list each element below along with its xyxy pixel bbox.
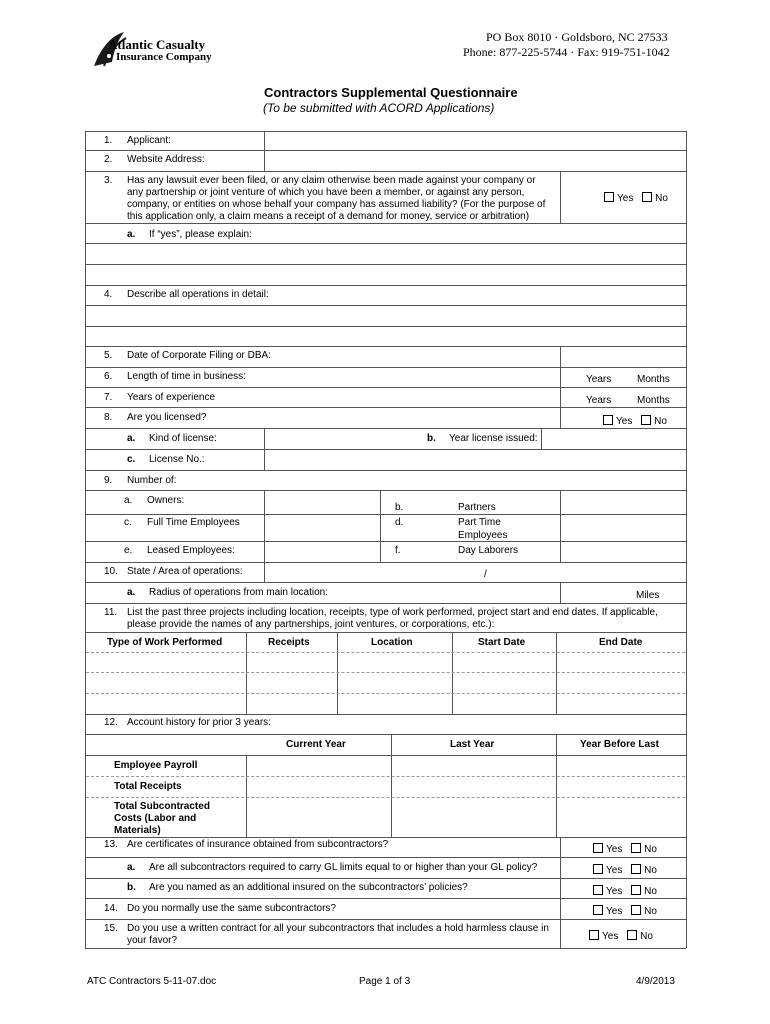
state-area-input[interactable] bbox=[265, 563, 685, 581]
projects-header-end: End Date bbox=[599, 637, 643, 648]
q6-label: Length of time in business: bbox=[127, 371, 246, 382]
projects-header-location: Location bbox=[371, 637, 413, 648]
company-logo bbox=[90, 28, 230, 68]
q13b-yes-no bbox=[593, 885, 657, 898]
q9a-label: Owners: bbox=[147, 495, 185, 506]
q10a-letter: a. bbox=[127, 587, 136, 598]
q9b-letter: b. bbox=[395, 502, 404, 513]
history-row-subcontracted-1: Total Subcontracted bbox=[114, 801, 210, 812]
q14-no-label: No bbox=[644, 906, 657, 917]
q11-text-1: List the past three projects including location, receipts, type of work performed, project start and end dates. If applicable, bbox=[127, 607, 658, 618]
q13b-no-checkbox[interactable] bbox=[631, 885, 641, 895]
q3a-label: If “yes”, please explain: bbox=[149, 229, 252, 240]
q6-months-label: Months bbox=[637, 374, 670, 385]
q10-label: State / Area of operations: bbox=[127, 566, 243, 577]
q14-label: Do you normally use the same subcontractors? bbox=[127, 903, 336, 914]
q8-yes-no bbox=[603, 415, 667, 428]
license-year-input[interactable] bbox=[542, 429, 685, 448]
footer-doc-name: ATC Contractors 5-11-07.doc bbox=[87, 976, 217, 987]
q13a-no-label: No bbox=[644, 865, 657, 876]
q14-number: 14. bbox=[104, 903, 118, 914]
history-row-payroll: Employee Payroll bbox=[114, 760, 198, 771]
q12-label: Account history for prior 3 years: bbox=[127, 717, 271, 728]
q13a-yes-checkbox[interactable] bbox=[593, 864, 603, 874]
q7-number: 7. bbox=[104, 392, 113, 403]
q10a-miles-label: Miles bbox=[636, 590, 660, 601]
q13b-letter: b. bbox=[127, 882, 136, 893]
q13-label: Are certificates of insurance obtained from subcontractors? bbox=[127, 839, 389, 850]
q14-yes-no bbox=[593, 905, 657, 918]
q13b-no-label: No bbox=[644, 886, 657, 897]
full-time-employees-input[interactable] bbox=[265, 515, 380, 541]
q3a-explain-line-1[interactable] bbox=[86, 244, 685, 264]
q9d-letter: d. bbox=[395, 517, 404, 528]
footer-date: 4/9/2013 bbox=[636, 976, 675, 987]
history-header-last: Last Year bbox=[450, 739, 495, 750]
company-name-line1: Atlantic Casualty bbox=[108, 37, 206, 52]
q14-yes-label: Yes bbox=[606, 906, 623, 917]
q8-no-checkbox[interactable] bbox=[641, 415, 651, 425]
footer-page-number: Page 1 of 3 bbox=[359, 976, 411, 987]
q15-no-checkbox[interactable] bbox=[627, 930, 637, 940]
receipts-inputs[interactable] bbox=[247, 777, 685, 796]
q13a-yes-label: Yes bbox=[606, 865, 623, 876]
q13b-yes-label: Yes bbox=[606, 886, 623, 897]
q9d-label-2: Employees bbox=[458, 530, 508, 541]
q13a-label: Are all subcontractors required to carry GL limits equal to or higher than your GL policy? bbox=[149, 862, 538, 873]
projects-header-type: Type of Work Performed bbox=[107, 637, 223, 648]
q8a-label: Kind of license: bbox=[149, 433, 217, 444]
q9a-letter: a. bbox=[124, 495, 133, 506]
q8-no-label: No bbox=[654, 416, 667, 427]
q3-no-label: No bbox=[655, 193, 668, 204]
q15-yes-no bbox=[589, 930, 653, 943]
history-header-current: Current Year bbox=[286, 739, 346, 750]
q8b-label: Year license issued: bbox=[449, 433, 538, 444]
corporate-filing-input[interactable] bbox=[561, 347, 685, 366]
q9c-label: Full Time Employees bbox=[147, 517, 240, 528]
q4-label: Describe all operations in detail: bbox=[127, 289, 269, 300]
q11-number: 11. bbox=[104, 607, 118, 618]
q5-number: 5. bbox=[104, 350, 113, 361]
license-kind-input[interactable] bbox=[265, 429, 415, 448]
q15-text-2: your favor? bbox=[127, 935, 178, 946]
q8a-letter: a. bbox=[127, 433, 136, 444]
q1-label: Applicant: bbox=[127, 135, 171, 146]
q13a-no-checkbox[interactable] bbox=[631, 864, 641, 874]
q10-number: 10. bbox=[104, 566, 118, 577]
q3-text-4: this application only, a claim means a receipt of a demand for money, service or arbitration) bbox=[127, 211, 530, 222]
q1-number: 1. bbox=[104, 135, 113, 146]
q9d-label-1: Part Time bbox=[458, 517, 501, 528]
history-row-subcontracted-3: Materials) bbox=[114, 825, 161, 836]
q15-number: 15. bbox=[104, 923, 118, 934]
q8c-letter: c. bbox=[127, 454, 136, 465]
q9c-letter: c. bbox=[124, 517, 132, 528]
company-address: PO Box 8010 · Goldsboro, NC 27533 bbox=[486, 30, 668, 44]
q10-slash: / bbox=[484, 569, 487, 580]
partners-input[interactable] bbox=[561, 491, 685, 514]
q8-yes-label: Yes bbox=[616, 416, 633, 427]
project-row-1[interactable] bbox=[86, 653, 685, 672]
q6-years-label: Years bbox=[586, 374, 612, 385]
q9-label: Number of: bbox=[127, 475, 177, 486]
projects-header-receipts: Receipts bbox=[268, 637, 310, 648]
q3-text-3: company, or entities on whose behalf your company has assumed liability? (For the purpose of bbox=[127, 199, 546, 210]
q4-describe-line-1[interactable] bbox=[86, 306, 685, 326]
q13b-label: Are you named as an additional insured on the subcontractors’ policies? bbox=[149, 882, 468, 893]
q13a-letter: a. bbox=[127, 862, 136, 873]
q13-number: 13. bbox=[104, 839, 118, 850]
q9f-label: Day Laborers bbox=[458, 545, 519, 556]
license-number-input[interactable] bbox=[265, 450, 685, 469]
website-input[interactable] bbox=[265, 151, 685, 170]
q9b-label: Partners bbox=[458, 502, 496, 513]
q13a-yes-no bbox=[593, 864, 657, 877]
q3-no-checkbox[interactable] bbox=[642, 192, 652, 202]
q9e-label: Leased Employees: bbox=[147, 545, 235, 556]
q13b-yes-checkbox[interactable] bbox=[593, 885, 603, 895]
q3a-explain-line-2[interactable] bbox=[86, 265, 685, 285]
q8b-letter: b. bbox=[427, 433, 436, 444]
project-row-2[interactable] bbox=[86, 673, 685, 692]
q9f-letter: f. bbox=[395, 545, 401, 556]
q3a-letter: a. bbox=[127, 229, 136, 240]
q2-label: Website Address: bbox=[127, 154, 205, 165]
history-header-before-last: Year Before Last bbox=[580, 739, 659, 750]
q5-label: Date of Corporate Filing or DBA: bbox=[127, 350, 271, 361]
q7-months-label: Months bbox=[637, 395, 670, 406]
company-name-line2: Insurance Company bbox=[116, 51, 212, 63]
q3-text-2: any partnership or joint venture of which you have been a member, or against any person, bbox=[127, 187, 525, 198]
q4-describe-line-2[interactable] bbox=[86, 327, 685, 346]
applicant-input[interactable] bbox=[265, 132, 685, 150]
q13-yes-no bbox=[593, 843, 657, 856]
q8-yes-checkbox[interactable] bbox=[603, 415, 613, 425]
q13-yes-label: Yes bbox=[606, 844, 623, 855]
q8c-label: License No.: bbox=[149, 454, 205, 465]
page-title: Contractors Supplemental Questionnaire bbox=[264, 85, 518, 100]
q13-no-checkbox[interactable] bbox=[631, 843, 641, 853]
q15-yes-label: Yes bbox=[602, 931, 619, 942]
q3-yes-no bbox=[604, 192, 668, 205]
q7-label: Years of experience bbox=[127, 392, 216, 403]
q15-no-label: No bbox=[640, 931, 653, 942]
q13-no-label: No bbox=[644, 844, 657, 855]
q9-number: 9. bbox=[104, 475, 113, 486]
q3-yes-checkbox[interactable] bbox=[604, 192, 614, 202]
q8-label: Are you licensed? bbox=[127, 412, 207, 423]
page-subtitle: (To be submitted with ACORD Applications) bbox=[263, 101, 495, 115]
radius-input[interactable] bbox=[561, 583, 685, 602]
q3-text-1: Has any lawsuit ever been filed, or any claim otherwise been made against your company or bbox=[127, 175, 536, 186]
q15-yes-checkbox[interactable] bbox=[589, 930, 599, 940]
q9e-letter: e. bbox=[124, 545, 133, 556]
q8-number: 8. bbox=[104, 412, 113, 423]
history-row-subcontracted-2: Costs (Labor and bbox=[114, 813, 197, 824]
day-laborers-input[interactable] bbox=[561, 542, 685, 561]
q7-years-label: Years bbox=[586, 395, 612, 406]
project-row-3[interactable] bbox=[86, 694, 685, 713]
part-time-employees-input[interactable] bbox=[561, 515, 685, 541]
q4-number: 4. bbox=[104, 289, 113, 300]
q3-yes-label: Yes bbox=[617, 193, 634, 204]
payroll-inputs[interactable] bbox=[247, 756, 685, 775]
projects-header-start: Start Date bbox=[478, 637, 526, 648]
q12-number: 12. bbox=[104, 717, 118, 728]
leased-employees-input[interactable] bbox=[265, 542, 380, 561]
company-phone: Phone: 877-225-5744 · Fax: 919-751-1042 bbox=[463, 45, 670, 59]
q6-number: 6. bbox=[104, 371, 113, 382]
q14-yes-checkbox[interactable] bbox=[593, 905, 603, 915]
owners-input[interactable] bbox=[265, 491, 380, 514]
q13-yes-checkbox[interactable] bbox=[593, 843, 603, 853]
q11-text-2: please provide the names of any partnerships, joint ventures, or corporations, etc.): bbox=[127, 619, 495, 630]
history-row-receipts: Total Receipts bbox=[114, 781, 182, 792]
subcontracted-inputs[interactable] bbox=[247, 798, 685, 836]
q14-no-checkbox[interactable] bbox=[631, 905, 641, 915]
q2-number: 2. bbox=[104, 154, 113, 165]
q10a-label: Radius of operations from main location: bbox=[149, 587, 328, 598]
q3-number: 3. bbox=[104, 175, 113, 186]
q15-text-1: Do you use a written contract for all your subcontractors that includes a hold harmless clause in bbox=[127, 923, 549, 934]
